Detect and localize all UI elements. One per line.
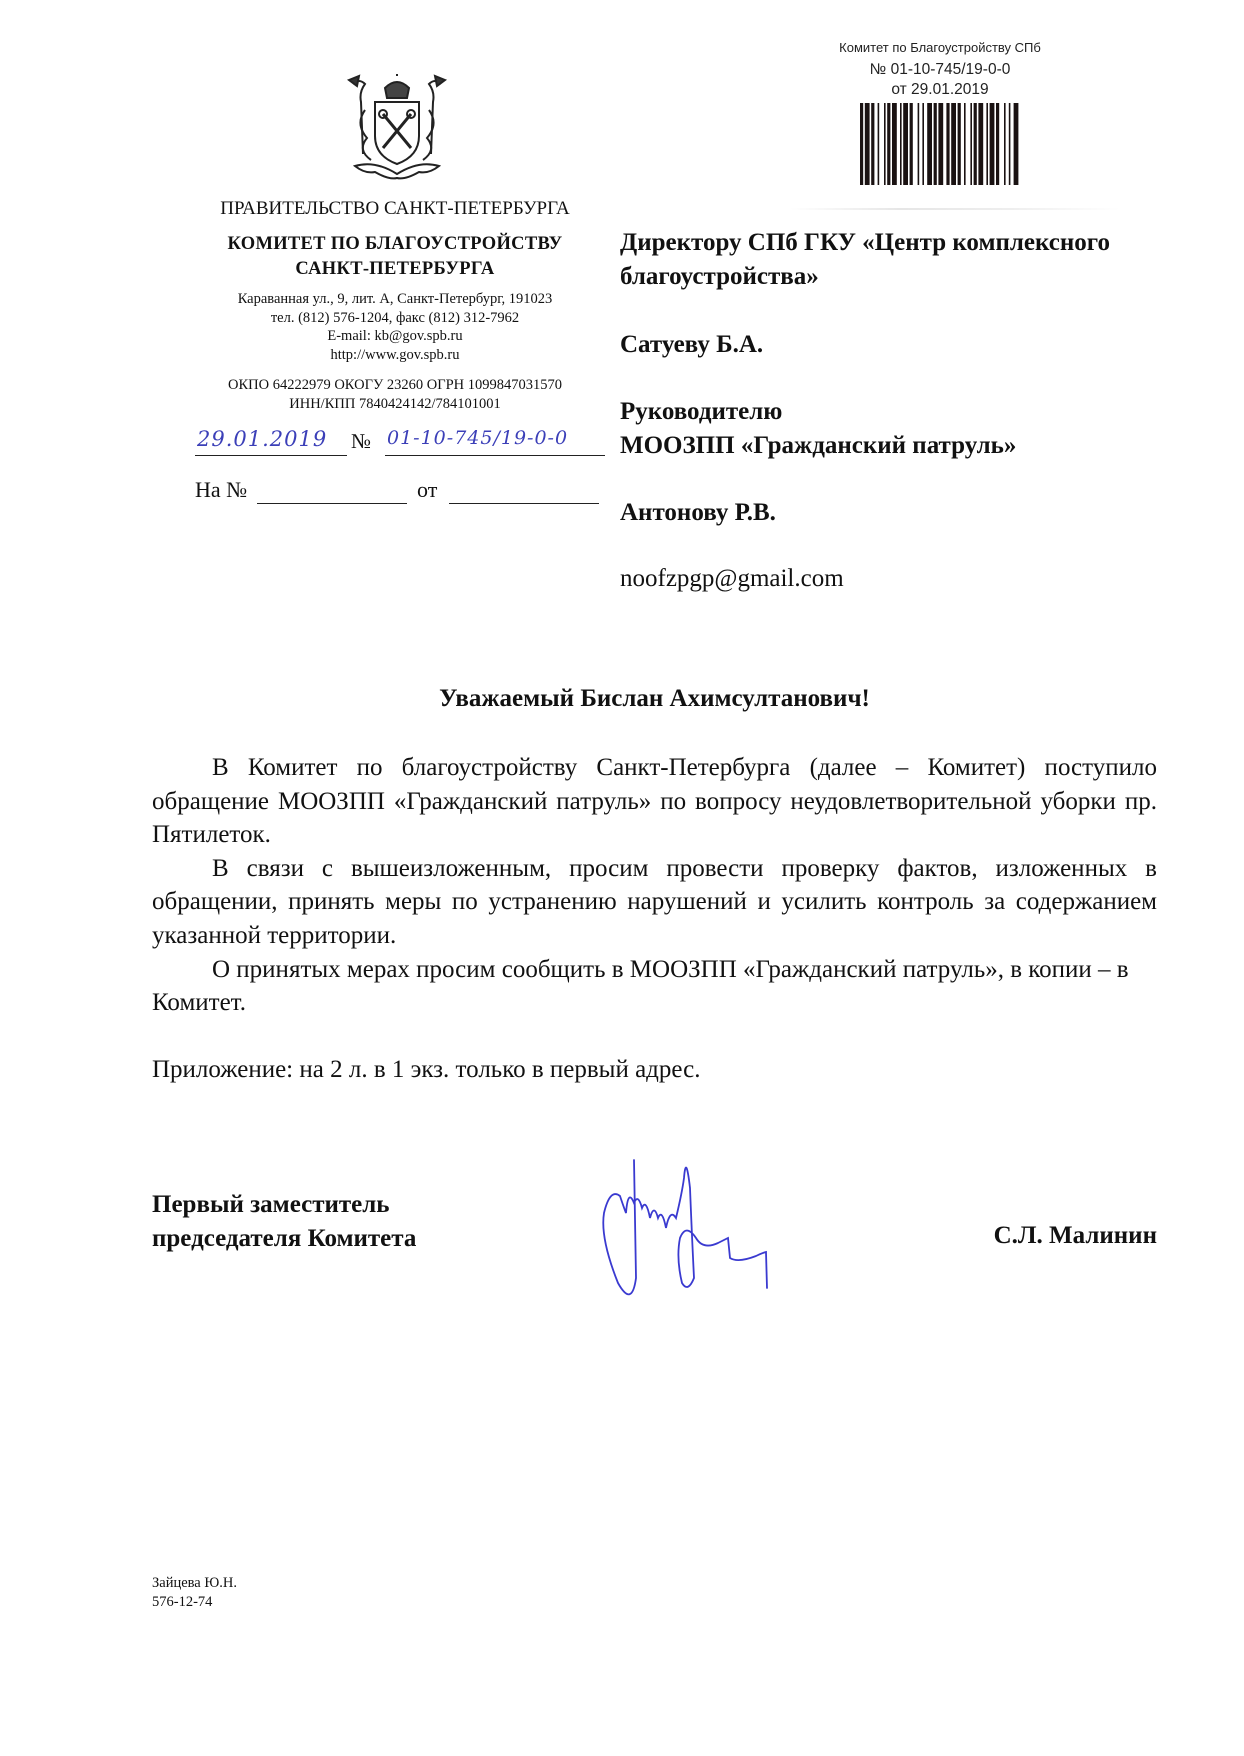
barcode-bar — [927, 103, 932, 185]
stamp-number: № 01-10-745/19-0-0 — [869, 61, 1011, 78]
recipient-line: МООЗПП «Гражданский патруль» — [620, 432, 1017, 459]
inn: ИНН/КПП 7840424142/784101001 — [289, 395, 501, 412]
barcode-bar — [986, 103, 988, 185]
barcode-bar — [884, 103, 886, 185]
barcode-bar — [910, 103, 913, 185]
barcode-bar — [900, 103, 902, 185]
handwritten-signature — [598, 1158, 873, 1308]
greeting: Уважаемый Бислан Ахимсултанович! — [439, 685, 870, 712]
barcode-bar — [878, 103, 880, 185]
letter-body — [152, 751, 1157, 1086]
address: Караванная ул., 9, лит. А, Санкт-Петербург, 191023 — [237, 291, 553, 307]
recipient-name-2: Антонову Р.В. — [620, 499, 776, 526]
recipient-line: благоустройства» — [620, 263, 819, 290]
signatory-position — [152, 1188, 416, 1256]
committee-name-line2: САНКТ-ПЕТЕРБУРГА — [295, 259, 495, 279]
executor-name: Зайцева Ю.Н. — [152, 1575, 237, 1591]
barcode-bar — [978, 103, 983, 185]
committee-name — [180, 232, 610, 282]
committee-name-line1: КОМИТЕТ ПО БЛАГОУСТРОЙСТВУ — [227, 234, 563, 254]
recipient-line: Руководителю — [620, 398, 783, 425]
committee-contacts — [180, 290, 610, 364]
barcode-bar — [1014, 103, 1019, 185]
barcode-bar — [871, 103, 874, 185]
email: E-mail: kb@gov.spb.ru — [327, 328, 463, 345]
reply-number-label: На № — [195, 477, 248, 502]
recipient-name-1: Сатуеву Б.А. — [620, 331, 764, 358]
paragraph: В связи с вышеизложенным, просим провести проверку фактов, изложенных в обращении, принять меры по устранению нарушений и усилить контроль за содержанием указанной территории. — [152, 854, 1157, 949]
recipient-line: Директору СПб ГКУ «Центр комплексного — [620, 229, 1111, 256]
recipient-head — [620, 395, 1016, 463]
registration-date: 29.01.2019 — [197, 427, 328, 451]
barcode-bar — [918, 103, 920, 185]
barcode-bar — [1004, 103, 1006, 185]
barcode-bar — [946, 103, 949, 185]
barcode-bar — [990, 103, 995, 185]
barcode-bar — [951, 103, 956, 185]
barcode-bar — [958, 103, 961, 185]
barcode-bar — [860, 103, 863, 185]
executor-info — [152, 1574, 237, 1612]
reply-from-label: от — [417, 477, 438, 502]
registration-number: 01-10-745/19-0-0 — [387, 427, 569, 449]
barcode-bar — [974, 103, 977, 185]
position-line: председателя Комитета — [152, 1225, 417, 1252]
stamp-label: Комитет по Благоустройству СПб — [839, 40, 1041, 55]
barcode-bar — [938, 103, 943, 185]
signatory-name: С.Л. Малинин — [993, 1222, 1157, 1249]
executor-phone: 576-12-74 — [152, 1594, 213, 1610]
recipient-email: noofzpgp@gmail.com — [620, 565, 844, 592]
barcode-bar — [964, 103, 966, 185]
number-sign: № — [351, 429, 372, 453]
barcode-bar — [1009, 103, 1011, 185]
government-name: ПРАВИТЕЛЬСТВО САНКТ-ПЕТЕРБУРГА — [220, 198, 570, 219]
reply-reference — [195, 477, 615, 507]
barcode-bar — [922, 103, 924, 185]
codes: ОКПО 64222979 ОКОГУ 23260 ОГРН 1099847031570 — [227, 377, 562, 393]
barcode-bar — [934, 103, 937, 185]
committee-codes — [180, 376, 610, 413]
attachment-note: Приложение: на 2 л. в 1 экз. только в первый адрес. — [152, 1055, 701, 1083]
phone: тел. (812) 576-1204, факс (812) 312-7962 — [270, 309, 520, 326]
coat-of-arms-icon — [345, 74, 449, 182]
barcode-bar — [892, 103, 897, 185]
paragraph: О принятых мерах просим сообщить в МООЗПП «Гражданский патруль», в копии – в Комитет. — [152, 955, 1129, 1017]
recipient-director — [620, 226, 1110, 294]
stamp-edge — [790, 208, 1120, 210]
registration-line — [195, 425, 615, 459]
paragraph: В Комитет по благоустройству Санкт-Петербурга (далее – Комитет) поступило обращение МООЗПП «Гражданский патруль» по вопросу неудовлетворительной уборки пр. Пятилеток. — [152, 754, 1157, 849]
barcode-bar — [887, 103, 890, 185]
barcode-bar — [903, 103, 908, 185]
barcode-bar — [865, 103, 870, 185]
barcode-bar — [996, 103, 999, 185]
barcode-bar — [970, 103, 972, 185]
stamp-date: от 29.01.2019 — [891, 81, 989, 98]
barcode — [860, 103, 1020, 185]
position-line: Первый заместитель — [152, 1191, 390, 1218]
website: http://www.gov.spb.ru — [330, 346, 460, 363]
